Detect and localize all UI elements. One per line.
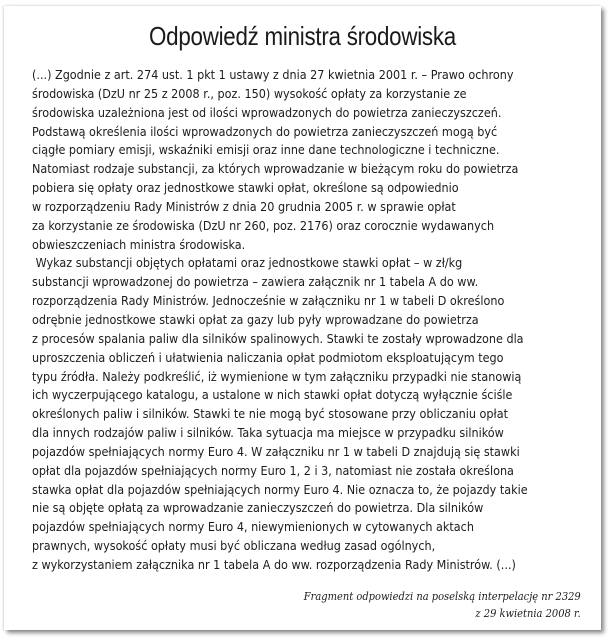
body-line: uproszczenia obliczeń i ułatwienia naliczania opłat podmiotom eksploatującym tego <box>32 349 504 365</box>
body-line: rozporządzenia Rady Ministrów. Jednocześnie w załączniku nr 1 w tabeli D określono <box>32 293 505 309</box>
body-line: opłat dla pojazdów spełniających normy Euro 1, 2 i 3, natomiast nie została określona <box>32 462 514 478</box>
body-line: ciągłe pomiary emisji, wskaźniki emisji oraz inne dane technologiczne i techniczne. <box>32 142 500 158</box>
body-line: określonych paliw i silników. Stawki te nie mogą być stosowane przy obliczaniu opłat <box>32 406 508 422</box>
body-line: stawka opłat dla pojazdów spełniających normy Euro 4. Nie oznacza to, że pojazdy takie <box>32 481 528 497</box>
body-line: odrębnie jednostkowe stawki opłat za gazy lub pyły wprowadzane do powietrza <box>32 311 479 327</box>
citation-line-2: z 29 kwietnia 2008 r. <box>475 607 581 620</box>
body-line: pojazdów spełniających normy Euro 4. W załączniku nr 1 w tabeli D znajdują się stawki <box>32 443 520 459</box>
body-line: środowiska (DzU nr 25 z 2008 r., poz. 150) wysokość opłaty za korzystanie ze <box>32 85 467 101</box>
body-line: w rozporządzeniu Rady Ministrów z dnia 20 grudnia 2005 r. w sprawie opłat <box>32 198 456 214</box>
body-line: z wykorzystaniem załącznika nr 1 tabela A do ww. rozporządzenia Rady Ministrów. (...) <box>32 556 516 572</box>
body-line: typu źródła. Należy podkreślić, iż wymienione w tym załączniku przypadki nie stanowią <box>32 368 522 384</box>
body-line: środowiska uzależniona jest od ilości wprowadzonych do powietrza zanieczyszczeń. <box>32 104 502 120</box>
page-title: Odpowiedź ministra środowiska <box>149 21 456 51</box>
body-line: nie są objęte opłatą za wprowadzanie zanieczyszczeń do powietrza. Dla silników <box>32 500 484 516</box>
body-line: prawnych, wysokość opłaty musi być obliczana według zasad ogólnych, <box>32 538 436 554</box>
body-line: pojazdów spełniających normy Euro 4, niewymienionych w cytowanych aktach <box>32 519 474 535</box>
body-text <box>32 66 539 575</box>
body-line: Podstawą określenia ilości wprowadzonych do powietrza zanieczyszczeń mogą być <box>32 123 498 139</box>
document-card <box>4 6 601 630</box>
body-line: (...) Zgodnie z art. 274 ust. 1 pkt 1 ustawy z dnia 27 kwietnia 2001 r. – Prawo ochrony <box>32 67 514 82</box>
source-citation <box>304 588 581 622</box>
body-line: ich wyczerpującego katalogu, a ustalone w nich stawki opłat dotyczą wyłącznie ściśle <box>32 387 513 403</box>
body-line: z procesów spalania paliw dla silników spalinowych. Stawki te zostały wprowadzone dla <box>32 330 524 346</box>
body-line: dla innych rodzajów paliw i silników. Taka sytuacja ma miejsce w przypadku silników <box>32 425 504 441</box>
citation-line-1: Fragment odpowiedzi na poselską interpelację nr 2329 <box>304 590 581 603</box>
body-line: pobiera się opłaty oraz jednostkowe stawki opłat, określone są odpowiednio <box>32 180 459 196</box>
body-line: Natomiast rodzaje substancji, za których wprowadzanie w bieżącym roku do powietrza <box>32 161 519 177</box>
body-line: obwieszczeniach ministra środowiska. <box>32 236 246 252</box>
body-line: Wykaz substancji objętych opłatami oraz jednostkowe stawki opłat – w zł/kg <box>32 255 463 271</box>
body-line: za korzystanie ze środowiska (DzU nr 260, poz. 2176) oraz corocznie wydawanych <box>32 217 495 233</box>
body-line: substancji wprowadzonej do powietrza – zawiera załącznik nr 1 tabela A do ww. <box>32 274 479 290</box>
